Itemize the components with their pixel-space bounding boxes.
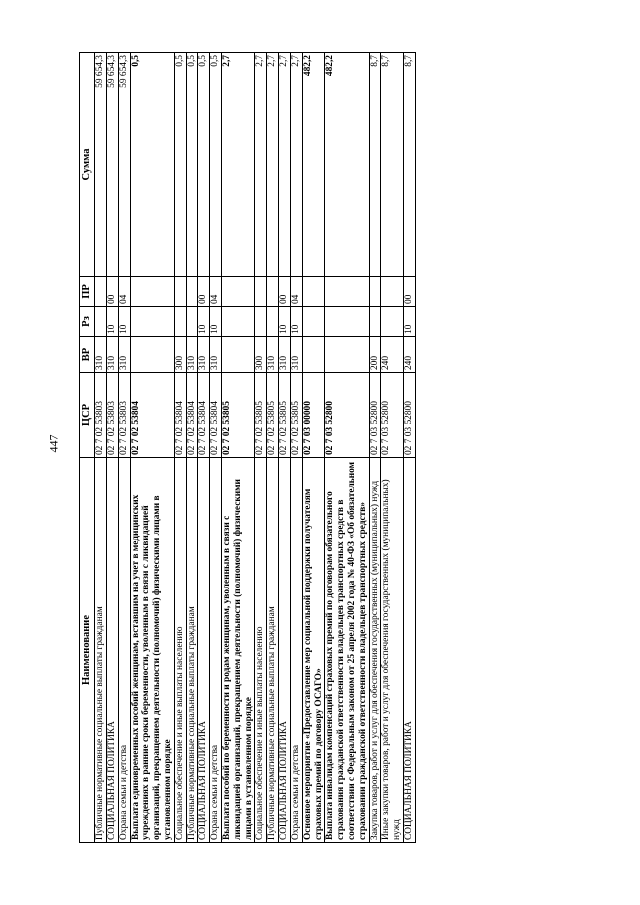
cell-name: СОЦИАЛЬНАЯ ПОЛИТИКА [106,458,118,843]
cell-csr: 02 7 03 52800 [404,373,416,458]
cell-csr: 02 7 02 53803 [106,373,118,458]
table-row [381,53,404,843]
cell-pr: 04 [290,277,302,307]
cell-vr: 310 [118,337,130,373]
cell-vr: 310 [290,337,302,373]
cell-name: Публичные нормативные социальные выплаты гражданам [186,458,198,843]
table-row [198,53,210,843]
cell-name: Выплата пособий по беременности и родам женщинам, уволенным в связи с ликвидацией организаций, прекращением деятельности (полномочий) физическими лицами в установленном порядке [222,458,255,843]
cell-csr: 02 7 02 53805 [267,373,279,458]
cell-csr: 02 7 03 52800 [381,373,404,458]
cell-sum: 2,7 [255,53,267,277]
budget-table [79,52,416,843]
cell-vr [302,337,325,373]
cell-sum: 8,7 [381,53,404,277]
cell-sum: 0,5 [130,53,174,277]
cell-sum: 2,7 [267,53,279,277]
header-rz: Рз [80,307,95,337]
table-row [255,53,267,843]
cell-name: Социальное обеспечение и иные выплаты населению [174,458,186,843]
cell-vr: 200 [369,337,381,373]
rotated-table-container [79,53,561,843]
cell-csr: 02 7 03 52800 [369,373,381,458]
cell-rz: 10 [210,307,222,337]
table-row [210,53,222,843]
cell-sum: 2,7 [290,53,302,277]
cell-sum: 0,5 [186,53,198,277]
cell-csr: 02 7 02 53804 [186,373,198,458]
cell-pr [255,277,267,307]
cell-vr: 310 [267,337,279,373]
cell-sum: 0,5 [210,53,222,277]
cell-csr: 02 7 02 53805 [222,373,255,458]
cell-sum: 482,2 [325,53,369,277]
table-row [174,53,186,843]
table-header-row [80,53,95,843]
cell-rz [302,307,325,337]
cell-vr: 300 [174,337,186,373]
cell-rz [174,307,186,337]
cell-sum: 0,5 [198,53,210,277]
cell-name: Закупка товаров, работ и услуг для обеспечения государственных (муниципальных) нужд [369,458,381,843]
table-row [106,53,118,843]
cell-rz [222,307,255,337]
cell-pr [130,277,174,307]
cell-name: Иные закупки товаров, работ и услуг для обеспечения государственных (муниципальных) нужд [381,458,404,843]
cell-sum: 8,7 [404,53,416,277]
cell-rz [130,307,174,337]
cell-pr [174,277,186,307]
cell-pr [381,277,404,307]
cell-sum: 59 654,3 [118,53,130,277]
cell-vr: 240 [404,337,416,373]
header-pr: ПР [80,277,95,307]
cell-pr: 04 [210,277,222,307]
cell-csr: 02 7 02 53805 [290,373,302,458]
cell-rz: 10 [118,307,130,337]
cell-name: Охрана семьи и детства [210,458,222,843]
cell-csr: 02 7 03 52800 [325,373,369,458]
page-number: 447 [46,434,61,453]
cell-sum: 482,2 [302,53,325,277]
cell-name: Охрана семьи и детства [118,458,130,843]
header-vr: ВР [80,337,95,373]
cell-rz [186,307,198,337]
cell-rz [369,307,381,337]
table-row [118,53,130,843]
table-row [130,53,174,843]
cell-pr: 00 [198,277,210,307]
cell-csr: 02 7 02 53804 [210,373,222,458]
cell-pr [302,277,325,307]
cell-vr: 310 [95,337,107,373]
cell-rz: 10 [279,307,291,337]
cell-rz [381,307,404,337]
cell-vr: 310 [106,337,118,373]
cell-rz [267,307,279,337]
table-row [267,53,279,843]
cell-sum: 2,7 [279,53,291,277]
cell-rz [325,307,369,337]
cell-name: Основное мероприятие «Предоставление мер социальной поддержки получателям страховых премий по договору ОСАГО» [302,458,325,843]
cell-vr: 240 [381,337,404,373]
table-row [222,53,255,843]
table-row [186,53,198,843]
cell-pr [95,277,107,307]
cell-csr: 02 7 02 53805 [279,373,291,458]
cell-csr: 02 7 02 53805 [255,373,267,458]
cell-csr: 02 7 02 53803 [118,373,130,458]
cell-pr [186,277,198,307]
cell-sum: 2,7 [222,53,255,277]
cell-pr [325,277,369,307]
cell-pr [222,277,255,307]
cell-vr: 300 [255,337,267,373]
cell-csr: 02 7 02 53804 [198,373,210,458]
cell-vr: 310 [186,337,198,373]
cell-name: Выплата инвалидам компенсаций страховых премий по договорам обязательного страхования гражданской ответственности владельцев транспортных средств в соответствии с Федеральным законом от 25 апреля 2002 года № 40-ФЗ «Об обязательном страховании гражданской ответственности владельцев транспортных средств» [325,458,369,843]
cell-pr: 04 [118,277,130,307]
cell-name: СОЦИАЛЬНАЯ ПОЛИТИКА [404,458,416,843]
cell-vr [325,337,369,373]
cell-sum: 59 654,3 [106,53,118,277]
cell-vr: 310 [210,337,222,373]
table-row [279,53,291,843]
cell-sum: 59 654,3 [95,53,107,277]
cell-name: Социальное обеспечение и иные выплаты населению [255,458,267,843]
table-row [325,53,369,843]
cell-rz: 10 [290,307,302,337]
cell-name: Охрана семьи и детства [290,458,302,843]
cell-pr: 00 [279,277,291,307]
table-row [302,53,325,843]
cell-vr [130,337,174,373]
cell-sum: 8,7 [369,53,381,277]
cell-name: Публичные нормативные социальные выплаты гражданам [267,458,279,843]
cell-vr: 310 [198,337,210,373]
cell-csr: 02 7 02 53804 [130,373,174,458]
header-name: Наименование [80,458,95,843]
cell-csr: 02 7 02 53803 [95,373,107,458]
cell-rz: 10 [404,307,416,337]
table-row [95,53,107,843]
table-row [290,53,302,843]
cell-rz: 10 [198,307,210,337]
cell-vr: 310 [279,337,291,373]
cell-pr [267,277,279,307]
cell-name: СОЦИАЛЬНАЯ ПОЛИТИКА [279,458,291,843]
cell-csr: 02 7 02 53804 [174,373,186,458]
cell-pr [369,277,381,307]
cell-name: СОЦИАЛЬНАЯ ПОЛИТИКА [198,458,210,843]
cell-rz: 10 [106,307,118,337]
cell-name: Выплата единовременных пособий женщинам, вставшим на учет в медицинских учреждениях в ранние сроки беременности, уволенным в связи с ликвидацией организаций, прекращением деятельности (полномочий) физическими лицами в установленном порядке [130,458,174,843]
table-row [404,53,416,843]
header-csr: ЦСР [80,373,95,458]
header-sum: Сумма [80,53,95,277]
cell-csr: 02 7 03 00000 [302,373,325,458]
cell-name: Публичные нормативные социальные выплаты гражданам [95,458,107,843]
cell-pr: 00 [106,277,118,307]
table-row [369,53,381,843]
cell-rz [255,307,267,337]
cell-vr [222,337,255,373]
cell-rz [95,307,107,337]
cell-sum: 0,5 [174,53,186,277]
cell-pr: 00 [404,277,416,307]
